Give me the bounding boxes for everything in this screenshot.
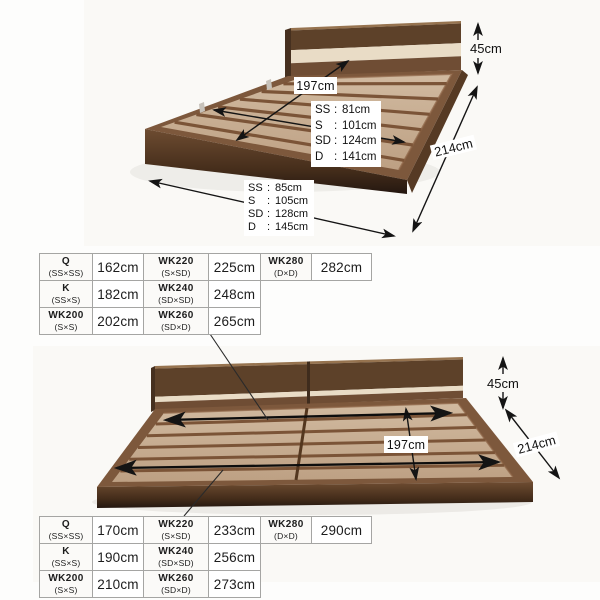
inner-width-line: D : 141cm [315, 150, 377, 166]
width-value-cell: 162cm [92, 253, 144, 281]
size-cell: WK200 (S×S) [39, 307, 93, 335]
width-value-cell: 170cm [92, 516, 144, 544]
width-value-cell: 248cm [208, 280, 261, 308]
bottom-bed-height-label: 45cm [487, 376, 519, 391]
width-value-cell: 182cm [92, 280, 144, 308]
bottom-headboard-left-upper-board [155, 364, 308, 397]
size-cell: WK280 (D×D) [260, 516, 312, 544]
top-bed-rail-bracket [266, 79, 272, 90]
outer-width-line: SD : 128cm [248, 208, 310, 221]
top-bed-inner-width-list [311, 101, 381, 167]
width-value-cell: 225cm [208, 253, 261, 281]
size-cell: WK240 (SD×SD) [143, 280, 209, 308]
bottom-bed-depth-label: 214cm [513, 431, 560, 457]
size-cell: Q (SS×SS) [39, 253, 93, 281]
width-value-cell: 282cm [311, 253, 372, 281]
outer-width-line: SS : 85cm [248, 182, 310, 195]
bed-bottom-illustration [92, 357, 533, 515]
width-value-cell: 273cm [208, 570, 261, 598]
inner-width-line: SS : 81cm [315, 103, 377, 119]
width-value-cell: 202cm [92, 307, 144, 335]
bottom-headboard-right-upper-board [310, 360, 463, 392]
bottom-headboard-divider [307, 361, 310, 404]
size-cell: K (SS×S) [39, 543, 93, 571]
width-value-cell: 233cm [208, 516, 261, 544]
size-cell: WK280 (D×D) [260, 253, 312, 281]
bottom-bed-length-label: 197cm [384, 436, 428, 453]
bed-top-illustration [130, 21, 468, 194]
width-value-cell: 256cm [208, 543, 261, 571]
bottom-headboard-left-edge [151, 366, 155, 412]
width-value-cell: 265cm [208, 307, 261, 335]
table-row [39, 253, 372, 281]
size-cell: WK260 (SD×D) [143, 570, 209, 598]
size-cell: K (SS×S) [39, 280, 93, 308]
table-row [39, 280, 372, 308]
width-value-cell: 290cm [311, 516, 372, 544]
width-value-cell: 190cm [92, 543, 144, 571]
width-value-cell: 210cm [92, 570, 144, 598]
size-cell: WK240 (SD×SD) [143, 543, 209, 571]
table-row [39, 516, 372, 544]
top-bed-length-label: 197cm [294, 77, 337, 94]
size-cell: WK260 (SD×D) [143, 307, 209, 335]
top-headboard-left-edge [285, 28, 291, 79]
outer-width-line: D : 145cm [248, 221, 310, 234]
top-bed-outer-width-list [244, 180, 314, 236]
size-cell: WK220 (S×SD) [143, 253, 209, 281]
inner-width-line: SD : 124cm [315, 134, 377, 150]
outer-width-line: S : 105cm [248, 195, 310, 208]
inner-width-size-table [39, 253, 372, 335]
size-cell: WK220 (S×SD) [143, 516, 209, 544]
size-cell: Q (SS×SS) [39, 516, 93, 544]
size-cell: WK200 (S×S) [39, 570, 93, 598]
table-row [39, 570, 372, 598]
top-bed-rail-bracket [199, 102, 205, 113]
top-bed-height-label: 45cm [470, 41, 502, 56]
table-row [39, 307, 372, 335]
top-bed-depth-label: 214cm [430, 135, 477, 160]
table-row [39, 543, 372, 571]
outer-width-size-table [39, 516, 372, 598]
inner-width-line: S : 101cm [315, 119, 377, 135]
